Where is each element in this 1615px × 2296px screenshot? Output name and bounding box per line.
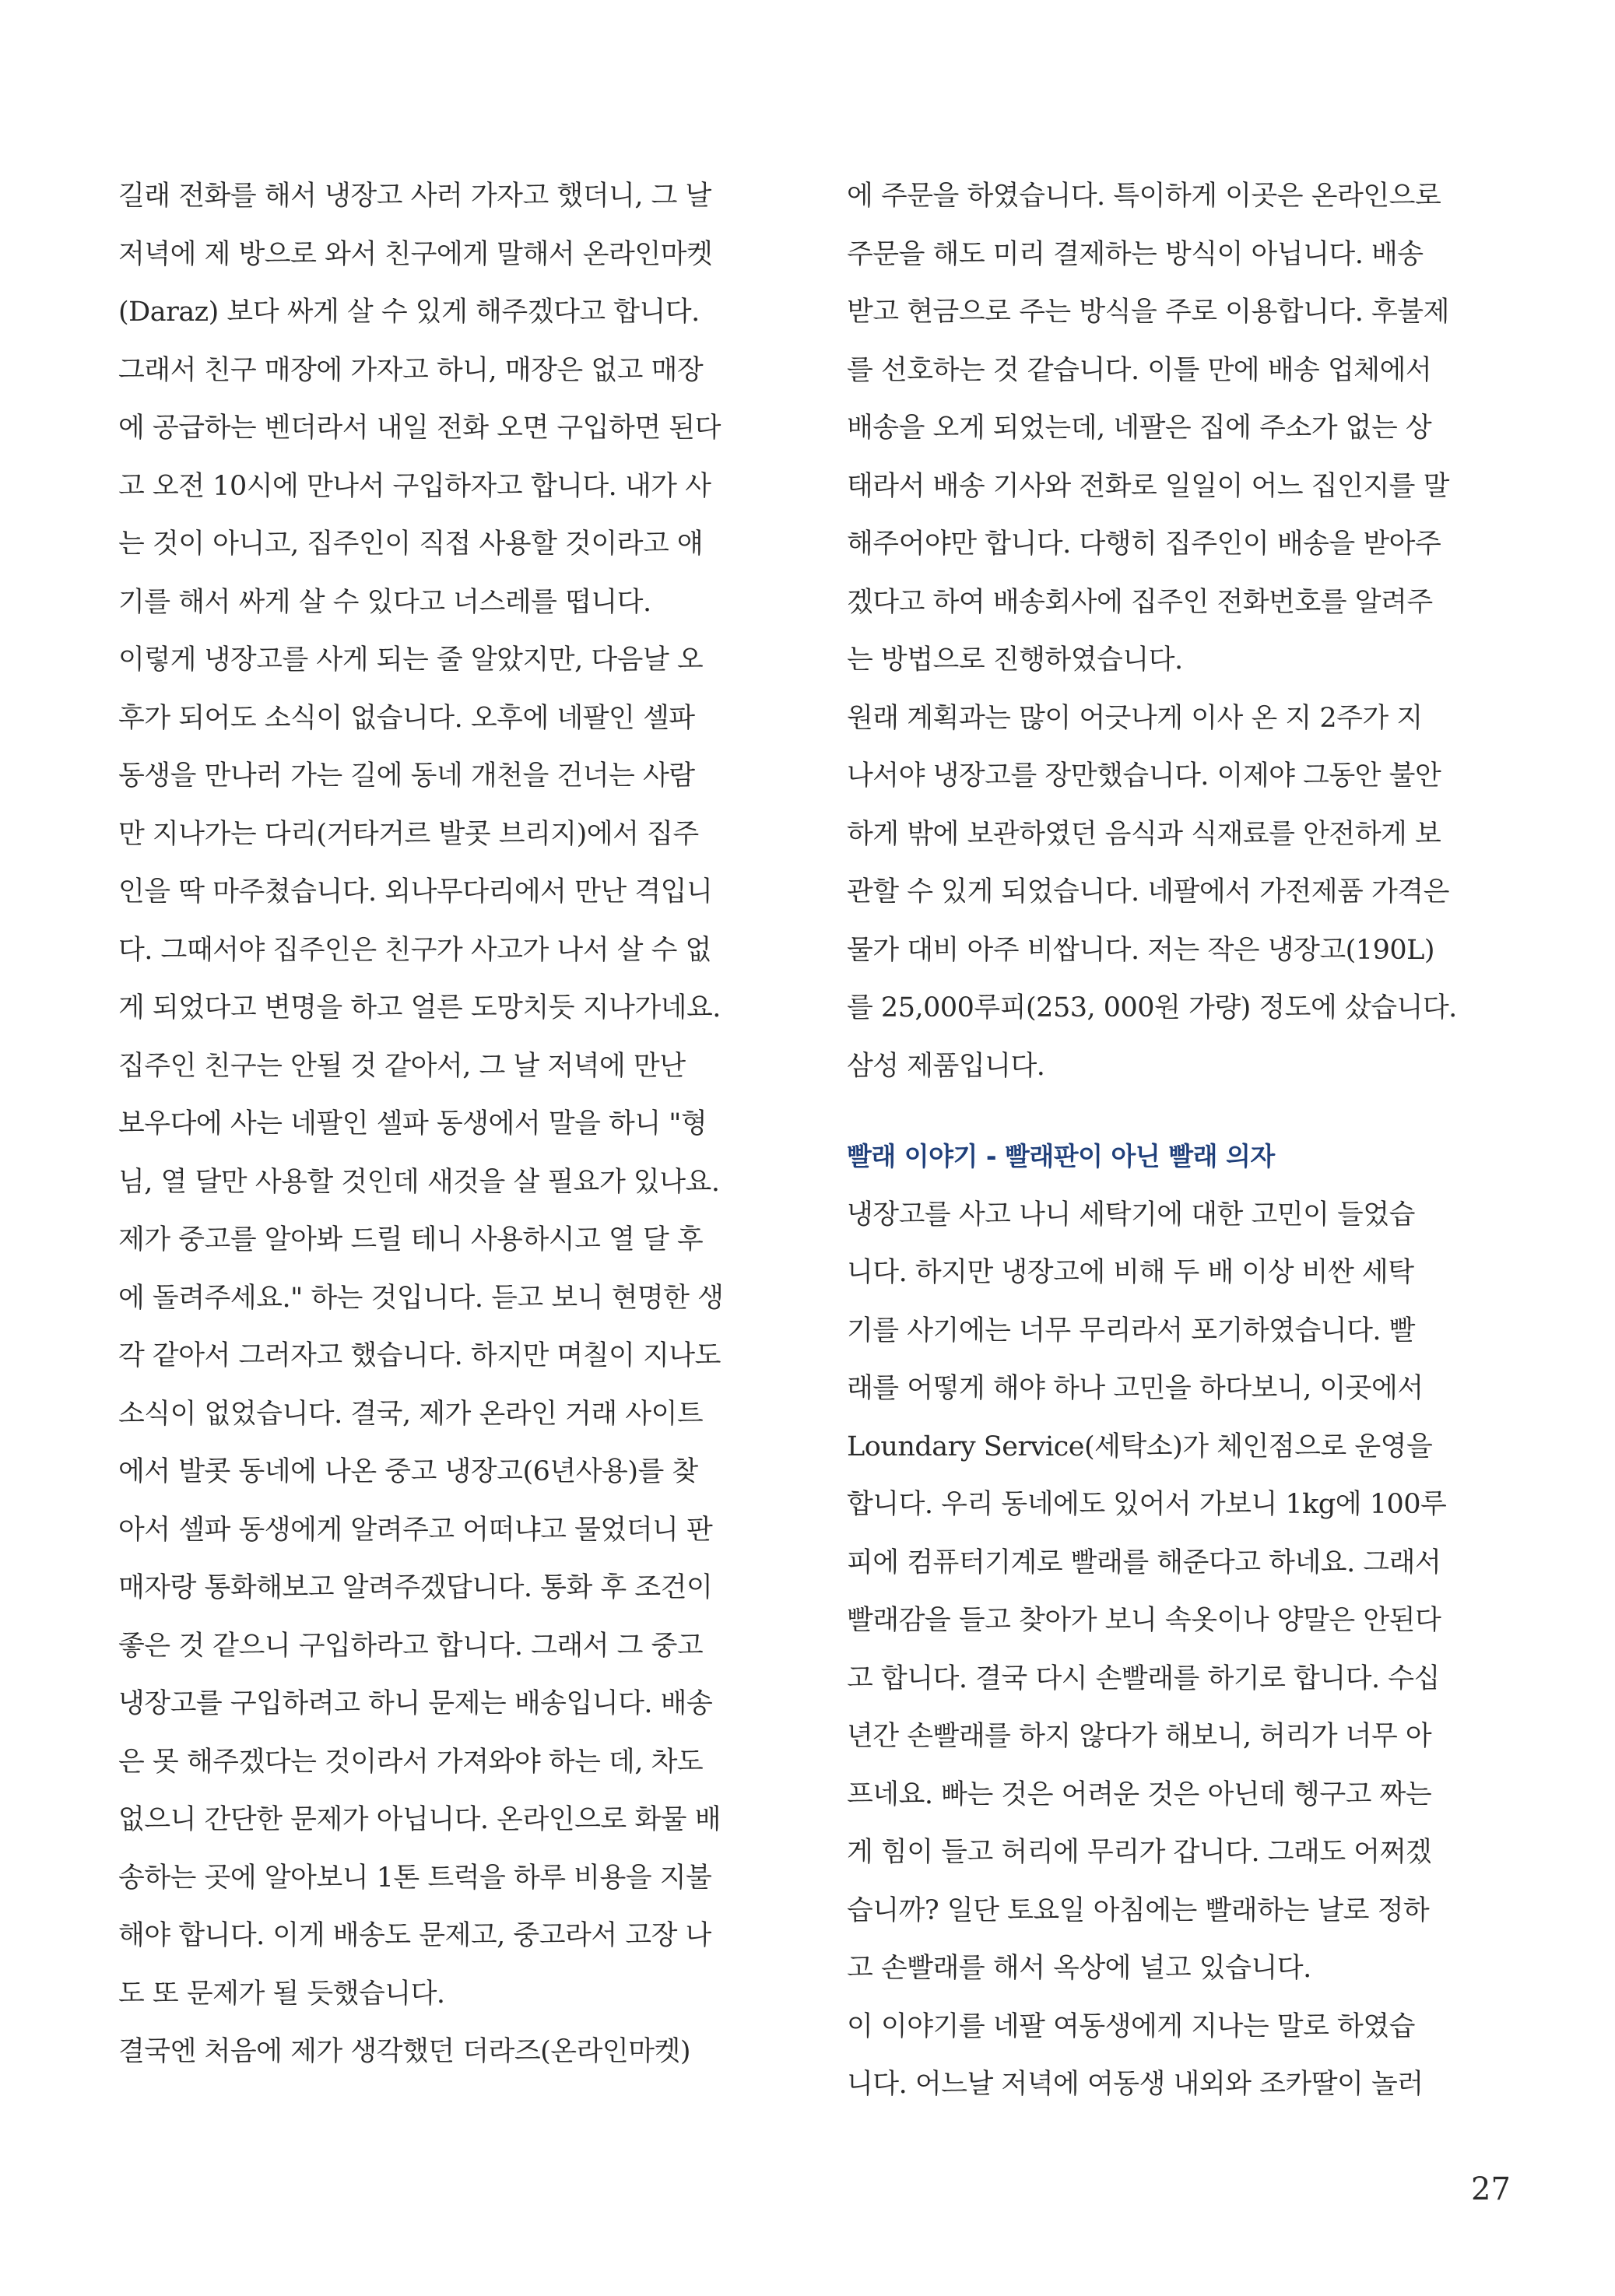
text-line: 만 지나가는 다리(거타거르 발콧 브리지)에서 집주: [118, 818, 699, 850]
text-line: 에 돌려주세요." 하는 것입니다. 듣고 보니 현명한 생: [118, 1282, 724, 1314]
text-line: 겠다고 하여 배송회사에 집주인 전화번호를 알려주: [847, 586, 1433, 618]
text-line: 없으니 간단한 문제가 아닙니다. 온라인으로 화물 배: [118, 1804, 721, 1835]
text-line: 에 주문을 하였습니다. 특이하게 이곳은 온라인으로: [847, 181, 1441, 212]
right-column-body-top: [847, 167, 1501, 1095]
text-line: 보우다에 사는 네팔인 셀파 동생에서 말을 하니 "형: [118, 1108, 707, 1139]
text-line: 배송을 오게 되었는데, 네팔은 집에 주소가 없는 상: [847, 413, 1432, 444]
text-line: 고 합니다. 결국 다시 손빨래를 하기로 합니다. 수십: [847, 1662, 1440, 1694]
text-line: 냉장고를 구입하려고 하니 문제는 배송입니다. 배송: [118, 1688, 713, 1719]
text-line: 태라서 배송 기사와 전화로 일일이 어느 집인지를 말: [847, 470, 1449, 502]
text-line: 제가 중고를 알아봐 드릴 테니 사용하시고 열 달 후: [118, 1224, 704, 1255]
text-line: 니다. 하지만 냉장고에 비해 두 배 이상 비싼 세탁: [847, 1257, 1414, 1288]
text-line: 님, 열 달만 사용할 것인데 새것을 살 필요가 있나요.: [118, 1166, 720, 1198]
text-line: 물가 대비 아주 비쌉니다. 저는 작은 냉장고(190L): [847, 934, 1435, 966]
text-line: 해야 합니다. 이게 배송도 문제고, 중고라서 고장 나: [118, 1920, 711, 1951]
text-line: 프네요. 빠는 것은 어려운 것은 아닌데 헹구고 짜는: [847, 1778, 1432, 1810]
text-line: 도 또 문제가 될 듯했습니다.: [118, 1978, 445, 2010]
text-line: 기를 사기에는 너무 무리라서 포기하였습니다. 빨: [847, 1315, 1415, 1346]
text-line: 후가 되어도 소식이 없습니다. 오후에 네팔인 셀파: [118, 702, 695, 734]
text-line: 그래서 친구 매장에 가자고 하니, 매장은 없고 매장: [118, 354, 704, 386]
text-line: 받고 현금으로 주는 방식을 주로 이용합니다. 후불제: [847, 297, 1449, 328]
text-line: 를 선호하는 것 같습니다. 이틀 만에 배송 업체에서: [847, 354, 1432, 386]
text-line: 는 방법으로 진행하였습니다.: [847, 644, 1183, 676]
right-column-body-bottom: [847, 1186, 1501, 2114]
text-line: 를 25,000루피(253, 000원 가량) 정도에 샀습니다.: [847, 992, 1457, 1023]
text-line: 게 힘이 들고 허리에 무리가 갑니다. 그래도 어쩌겠: [847, 1837, 1432, 1868]
left-column: [118, 167, 772, 2081]
text-line: 저녁에 제 방으로 와서 친구에게 말해서 온라인마켓: [118, 238, 713, 270]
text-line: 이렇게 냉장고를 사게 되는 줄 알았지만, 다음날 오: [118, 644, 704, 676]
text-line: 나서야 냉장고를 장만했습니다. 이제야 그동안 불안: [847, 760, 1441, 792]
text-line: 니다. 어느날 저녁에 여동생 내외와 조카딸이 놀러: [847, 2069, 1424, 2100]
text-line: 길래 전화를 해서 냉장고 사러 가자고 했더니, 그 날: [118, 181, 711, 212]
text-line: 은 못 해주겠다는 것이라서 가져와야 하는 데, 차도: [118, 1746, 704, 1778]
text-line: 년간 손빨래를 하지 않다가 해보니, 허리가 너무 아: [847, 1721, 1432, 1752]
text-line: 이 이야기를 네팔 여동생에게 지나는 말로 하였습: [847, 2010, 1415, 2042]
right-column: [847, 167, 1501, 2114]
text-line: 매자랑 통화해보고 알려주겠답니다. 통화 후 조건이: [118, 1572, 713, 1603]
text-line: 합니다. 우리 동네에도 있어서 가보니 1kg에 100루: [847, 1489, 1447, 1520]
text-line: 다. 그때서야 집주인은 친구가 사고가 나서 살 수 없: [118, 934, 711, 966]
text-line: 관할 수 있게 되었습니다. 네팔에서 가전제품 가격은: [847, 876, 1449, 908]
text-line: 피에 컴퓨터기계로 빨래를 해준다고 하네요. 그래서: [847, 1546, 1441, 1578]
text-line: 래를 어떻게 해야 하나 고민을 하다보니, 이곳에서: [847, 1373, 1424, 1404]
text-line: 빨래감을 들고 찾아가 보니 속옷이나 양말은 안된다: [847, 1605, 1441, 1636]
text-line: 아서 셀파 동생에게 알려주고 어떠냐고 물었더니 판: [118, 1514, 713, 1546]
text-line: 소식이 없었습니다. 결국, 제가 온라인 거래 사이트: [118, 1398, 704, 1430]
text-line: 고 손빨래를 해서 옥상에 널고 있습니다.: [847, 1953, 1311, 1984]
text-line: 고 오전 10시에 만나서 구입하자고 합니다. 내가 사: [118, 470, 711, 502]
text-line: 에서 발콧 동네에 나온 중고 냉장고(6년사용)를 찾: [118, 1456, 698, 1487]
text-line: 해주어야만 합니다. 다행히 집주인이 배송을 받아주: [847, 528, 1441, 560]
text-line: 주문을 해도 미리 결제하는 방식이 아닙니다. 배송: [847, 238, 1424, 270]
text-line: 각 같아서 그러자고 했습니다. 하지만 며칠이 지나도: [118, 1340, 721, 1371]
text-line: 습니까? 일단 토요일 아침에는 빨래하는 날로 정하: [847, 1894, 1430, 1926]
text-line: 집주인 친구는 안될 것 같아서, 그 날 저녁에 만난: [118, 1050, 686, 1082]
text-line: 인을 딱 마주쳤습니다. 외나무다리에서 만난 격입니: [118, 876, 713, 908]
text-line: 기를 해서 싸게 살 수 있다고 너스레를 떱니다.: [118, 586, 651, 618]
text-line: (Daraz) 보다 싸게 살 수 있게 해주겠다고 합니다.: [118, 297, 700, 328]
text-line: 삼성 제품입니다.: [847, 1050, 1045, 1082]
page-number: 27: [1471, 2171, 1511, 2207]
text-line: 게 되었다고 변명을 하고 얼른 도망치듯 지나가네요.: [118, 992, 721, 1023]
text-line: 에 공급하는 벤더라서 내일 전화 오면 구입하면 된다: [118, 413, 721, 444]
text-line: 원래 계획과는 많이 어긋나게 이사 온 지 2주가 지: [847, 702, 1423, 734]
text-line: 결국엔 처음에 제가 생각했던 더라즈(온라인마켓): [118, 2036, 691, 2067]
section-heading: 빨래 이야기 - 빨래판이 아닌 빨래 의자: [847, 1141, 1275, 1171]
text-line: 냉장고를 사고 나니 세탁기에 대한 고민이 들었습: [847, 1199, 1415, 1231]
text-line: Loundary Service(세탁소)가 체인점으로 운영을: [847, 1431, 1433, 1462]
text-line: 송하는 곳에 알아보니 1톤 트럭을 하루 비용을 지불: [118, 1862, 712, 1894]
text-line: 하게 밖에 보관하였던 음식과 식재료를 안전하게 보: [847, 818, 1441, 850]
text-line: 좋은 것 같으니 구입하라고 합니다. 그래서 그 중고: [118, 1630, 704, 1662]
text-line: 동생을 만나러 가는 길에 동네 개천을 건너는 사람: [118, 760, 695, 792]
text-line: 는 것이 아니고, 집주인이 직접 사용할 것이라고 얘: [118, 528, 704, 560]
